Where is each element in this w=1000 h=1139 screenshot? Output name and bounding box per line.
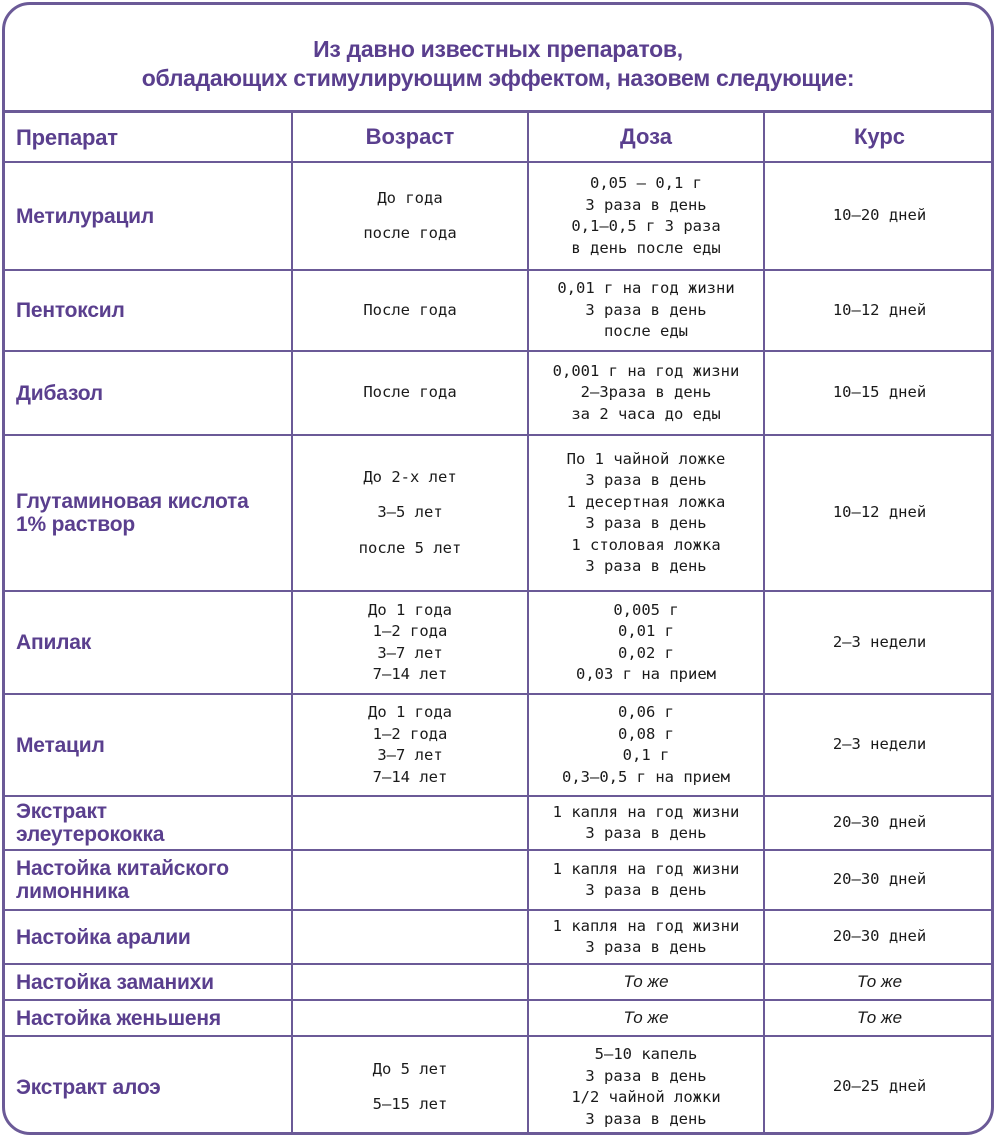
dose-cell xyxy=(528,162,764,270)
text-line: 3 раза в день xyxy=(585,824,707,842)
age-cell xyxy=(292,1000,528,1036)
course-cell: 2–3 недели xyxy=(764,694,994,796)
drug-name-cell xyxy=(2,694,292,796)
text-line: после еды xyxy=(604,322,688,341)
text-line: 1 десертная ложка xyxy=(566,492,726,511)
text-line: 0,001 г на год жизни xyxy=(552,361,740,380)
drug-name: Апилак xyxy=(16,631,92,654)
course-cell: 20–30 дней xyxy=(764,796,994,850)
title-line-1: Из давно известных препаратов, xyxy=(313,36,683,62)
table-row xyxy=(2,351,994,435)
dose-cell xyxy=(528,796,764,850)
table-title xyxy=(5,5,991,110)
text-line: До 1 года xyxy=(368,600,452,619)
table-row xyxy=(2,796,994,850)
drug-name-cell xyxy=(2,910,292,964)
drug-name: Пентоксил xyxy=(16,299,125,322)
header-age: Возраст xyxy=(292,112,528,163)
text-line: 0,01 г xyxy=(618,622,674,640)
table-row xyxy=(2,850,994,910)
dose-cell xyxy=(528,591,764,694)
dose-cell xyxy=(528,850,764,910)
age-cell xyxy=(292,796,528,850)
drug-name-cell xyxy=(2,270,292,351)
age-cell xyxy=(292,910,528,964)
text-line: То же xyxy=(623,972,669,992)
dose-cell xyxy=(528,910,764,964)
text-line: 3 раза в день xyxy=(585,195,707,214)
text-line: 3 раза в день xyxy=(585,1109,707,1128)
table-frame xyxy=(2,2,994,1135)
course-cell: 20–25 дней xyxy=(764,1036,994,1135)
text-line: 5–10 капель xyxy=(594,1045,698,1063)
text-line: 1–2 года xyxy=(372,724,448,743)
drug-name: лимонника xyxy=(16,880,130,903)
course-cell: То же xyxy=(764,1000,994,1036)
header-course: Курс xyxy=(764,112,994,163)
drug-name: Настойка китайского xyxy=(16,857,229,880)
text-line: 3 раза в день xyxy=(585,471,707,489)
text-line: за 2 часа до еды xyxy=(571,404,721,423)
drug-name: элеутерококка xyxy=(16,823,165,846)
text-line: 0,02 г xyxy=(618,643,674,662)
text-line: 3 раза в день xyxy=(585,938,707,956)
text-line: После года xyxy=(363,383,457,402)
table-row xyxy=(2,162,994,270)
drug-name: Настойка аралии xyxy=(16,925,191,949)
title-line-2: обладающих стимулирующим эффектом, назовем следующие: xyxy=(141,65,855,91)
text-line: До 5 лет xyxy=(372,1059,448,1078)
text-line: 0,1–0,5 г 3 раза xyxy=(571,217,721,235)
text-line: 5–15 лет xyxy=(372,1095,448,1113)
drug-name-cell xyxy=(2,435,292,591)
course-cell: 20–30 дней xyxy=(764,910,994,964)
text-line: 3 раза в день xyxy=(585,1066,707,1085)
text-line: 1 столовая ложка xyxy=(571,535,721,554)
dose-cell xyxy=(528,435,764,591)
text-line: 3–7 лет xyxy=(377,746,443,764)
drug-name: Настойка заманихи xyxy=(16,970,214,994)
table-row xyxy=(2,1000,994,1036)
text-line: 0,01 г на год жизни xyxy=(557,279,735,298)
drug-name-cell xyxy=(2,850,292,910)
drug-name: Настойка женьшеня xyxy=(16,1006,221,1030)
course-cell: 10–12 дней xyxy=(764,270,994,351)
drug-name: 1% раствор xyxy=(16,513,135,536)
text-line: 7–14 лет xyxy=(372,767,448,786)
text-line: 0,05 — 0,1 г xyxy=(590,174,702,192)
text-line: после 5 лет xyxy=(358,538,462,557)
header-row xyxy=(2,112,994,163)
text-line: после года xyxy=(363,224,457,242)
age-cell xyxy=(292,850,528,910)
age-cell xyxy=(292,270,528,351)
course-cell: То же xyxy=(764,964,994,1000)
text-line: По 1 чайной ложке xyxy=(566,449,726,468)
age-cell xyxy=(292,351,528,435)
drug-table xyxy=(2,110,994,1135)
text-line: До года xyxy=(377,188,443,207)
course-cell: 10–12 дней xyxy=(764,435,994,591)
header-drug: Препарат xyxy=(2,112,292,163)
text-line: 0,005 г xyxy=(613,600,679,619)
text-line: 7–14 лет xyxy=(372,665,448,683)
dose-cell xyxy=(528,694,764,796)
text-line: До 2-х лет xyxy=(363,467,457,486)
text-line: 0,3–0,5 г на прием xyxy=(562,767,730,786)
table-row xyxy=(2,270,994,351)
drug-name-cell xyxy=(2,1036,292,1135)
header-dose: Доза xyxy=(528,112,764,163)
text-line: После года xyxy=(363,300,457,319)
dose-cell xyxy=(528,270,764,351)
table-row xyxy=(2,964,994,1000)
text-line: 1 капля на год жизни xyxy=(552,916,740,935)
drug-name: Метилурацил xyxy=(16,204,155,228)
text-line: 3 раза в день xyxy=(585,514,707,532)
drug-name-cell xyxy=(2,351,292,435)
course-cell: 2–3 недели xyxy=(764,591,994,694)
drug-name: Экстракт алоэ xyxy=(16,1075,161,1099)
text-line: 1–2 года xyxy=(372,622,448,640)
text-line: 3 раза в день xyxy=(585,557,707,575)
age-cell xyxy=(292,162,528,270)
dose-cell xyxy=(528,1000,764,1036)
text-line: 3 раза в день xyxy=(585,300,707,319)
text-line: 0,08 г xyxy=(618,724,674,743)
table-row xyxy=(2,435,994,591)
age-cell xyxy=(292,435,528,591)
text-line: 1/2 чайной ложки xyxy=(571,1088,721,1106)
age-cell xyxy=(292,694,528,796)
drug-name: Глутаминовая кислота xyxy=(16,490,249,513)
text-line: 0,06 г xyxy=(618,703,674,721)
drug-name-cell xyxy=(2,1000,292,1036)
dose-cell xyxy=(528,1036,764,1135)
drug-name-cell xyxy=(2,796,292,850)
text-line: 3 раза в день xyxy=(585,881,707,899)
age-cell xyxy=(292,1036,528,1135)
text-line: До 1 года xyxy=(368,703,452,721)
text-line: в день после еды xyxy=(571,238,721,257)
text-line: 0,03 г на прием xyxy=(576,665,716,683)
text-line: То же xyxy=(623,1008,669,1028)
dose-cell xyxy=(528,351,764,435)
course-cell: 20–30 дней xyxy=(764,850,994,910)
text-line: 1 капля на год жизни xyxy=(552,859,740,878)
drug-name-cell xyxy=(2,591,292,694)
drug-name: Метацил xyxy=(16,733,105,757)
drug-name: Экстракт xyxy=(16,800,107,823)
age-cell xyxy=(292,591,528,694)
text-line: 3–5 лет xyxy=(377,503,443,522)
dose-cell xyxy=(528,964,764,1000)
drug-name-cell xyxy=(2,964,292,1000)
course-cell: 10–20 дней xyxy=(764,162,994,270)
text-line: 0,1 г xyxy=(622,746,670,764)
table-row xyxy=(2,694,994,796)
text-line: 2–3раза в день xyxy=(580,383,712,402)
course-cell: 10–15 дней xyxy=(764,351,994,435)
table-row xyxy=(2,591,994,694)
table-row xyxy=(2,910,994,964)
drug-name: Дибазол xyxy=(16,381,103,405)
drug-name-cell xyxy=(2,162,292,270)
age-cell xyxy=(292,964,528,1000)
text-line: 1 капля на год жизни xyxy=(552,802,740,821)
text-line: 3–7 лет xyxy=(377,643,443,662)
table-row xyxy=(2,1036,994,1135)
